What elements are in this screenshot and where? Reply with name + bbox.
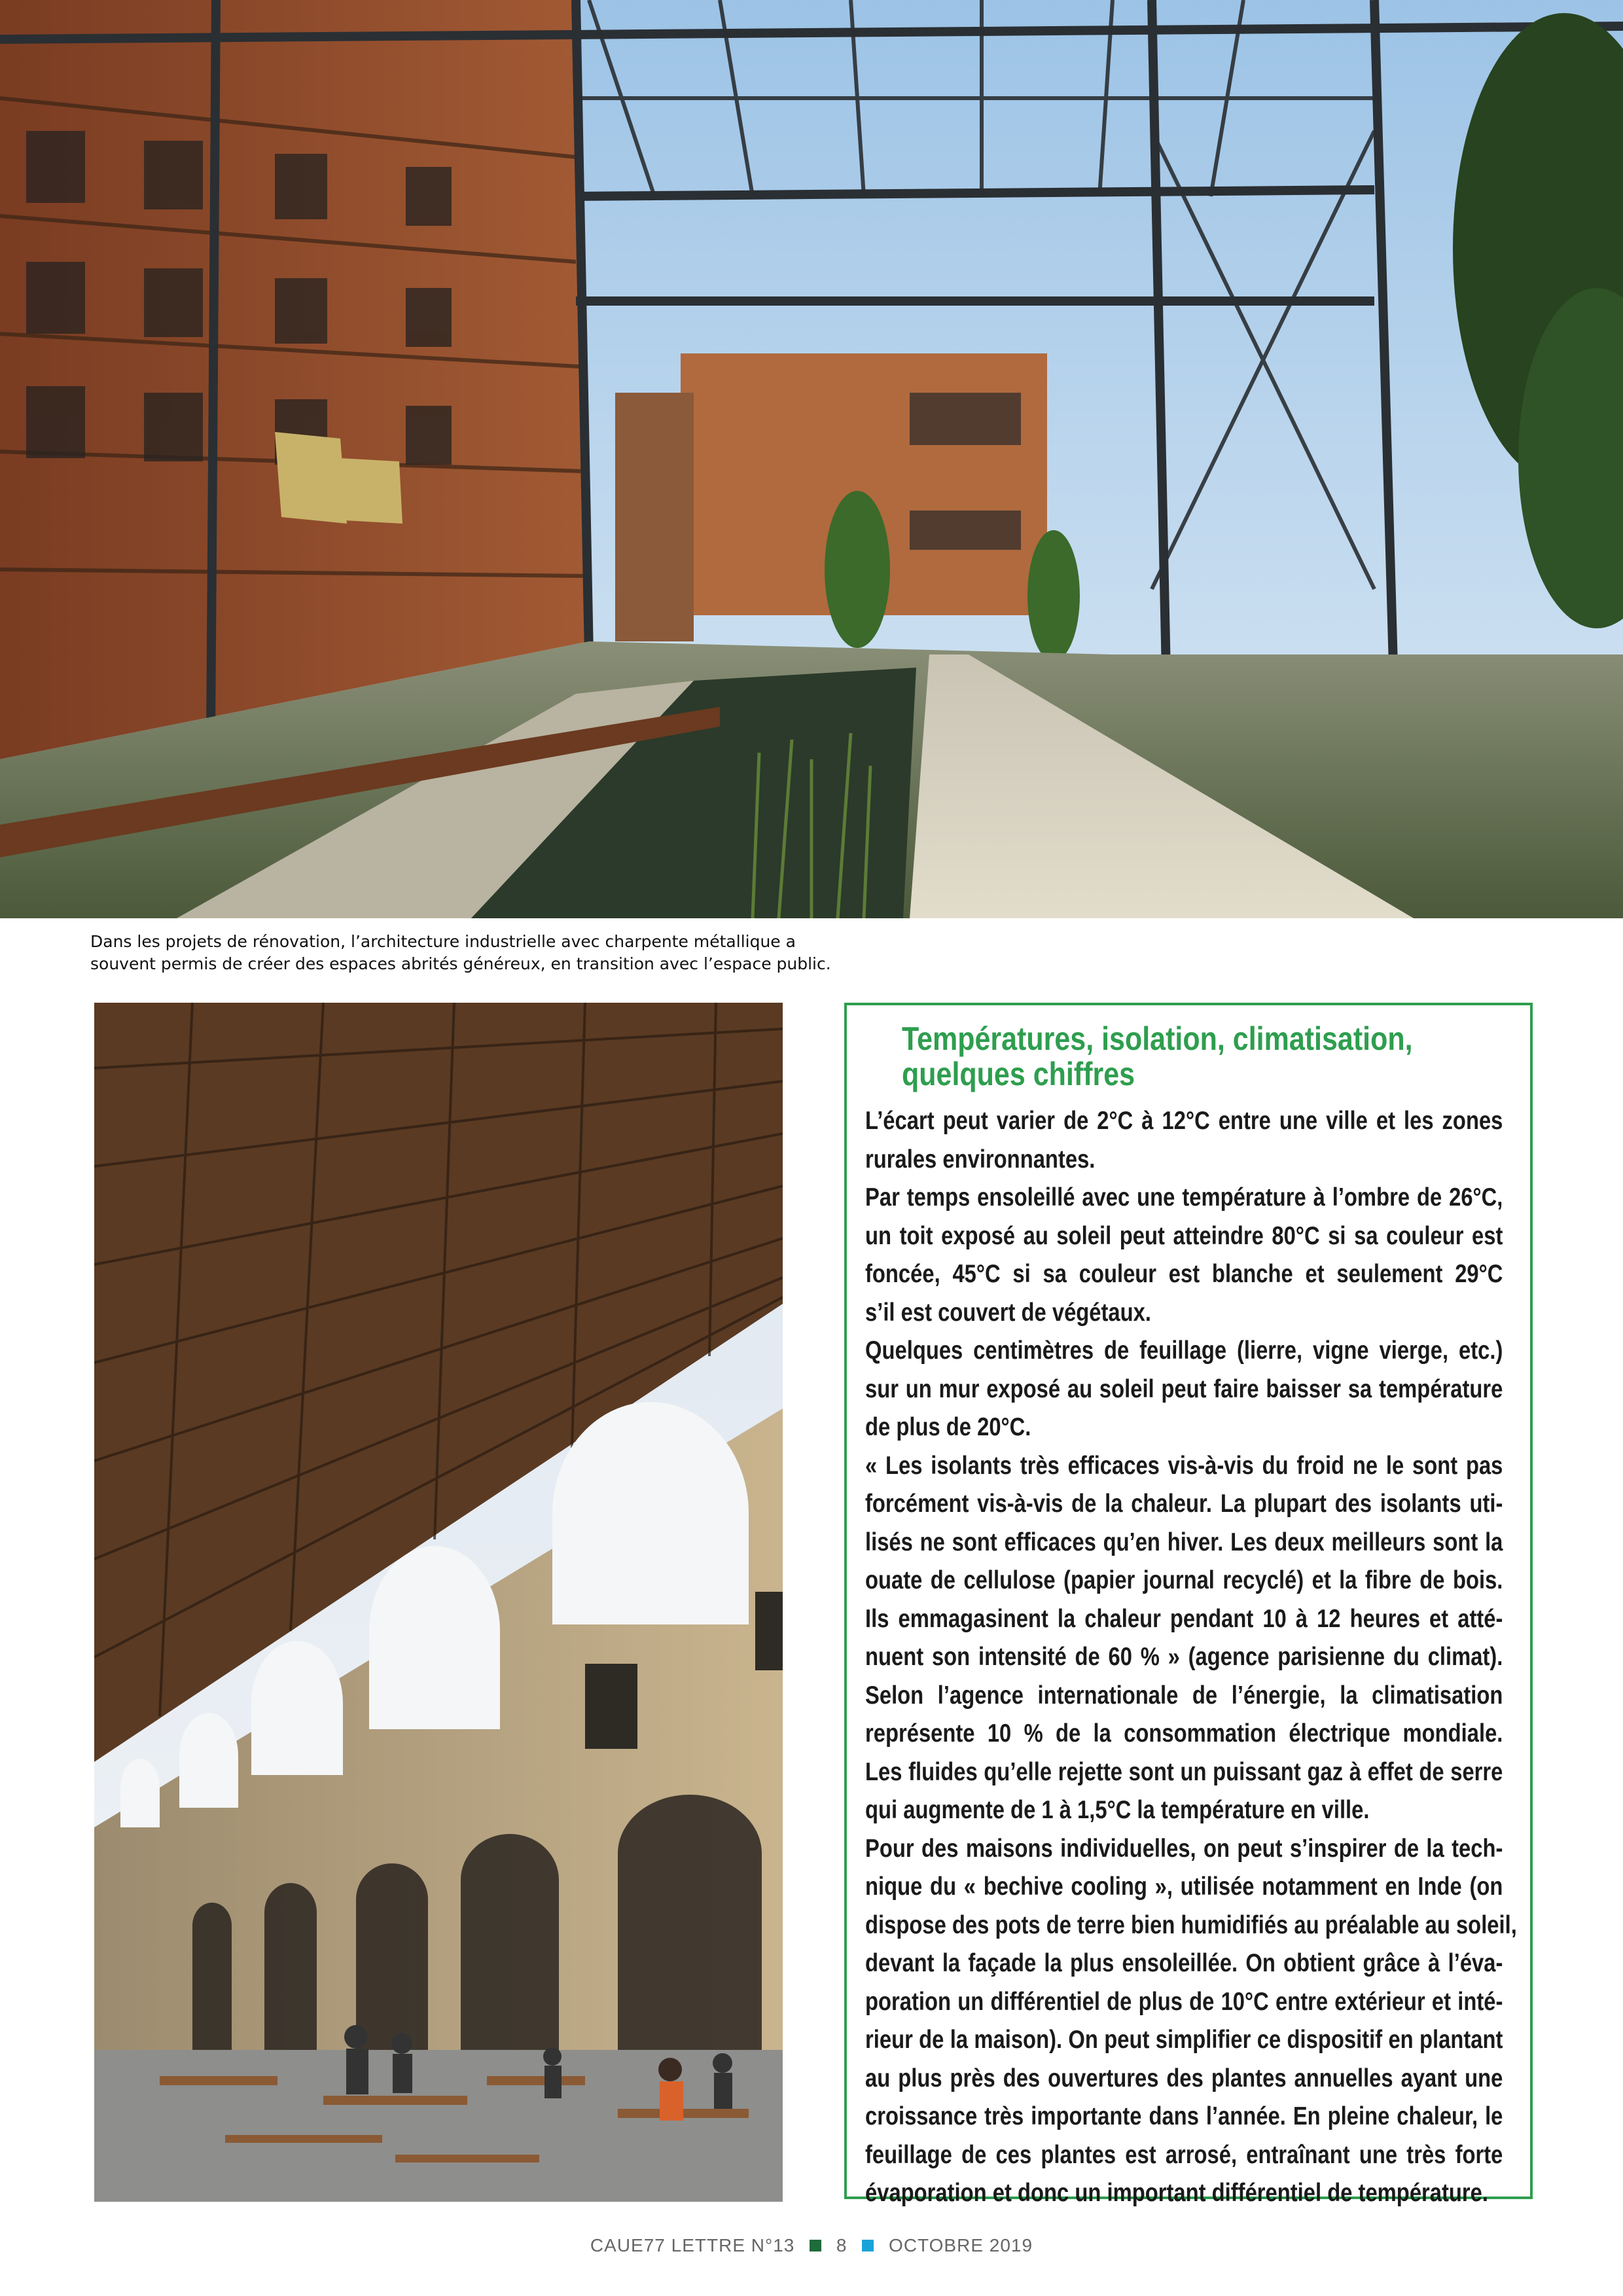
photo-industrial-hall bbox=[0, 0, 1623, 918]
body-line: s’il est couvert de végétaux. bbox=[865, 1298, 1151, 1327]
body-line: forcément vis-à-vis de la chaleur. La plupart des isolants uti- bbox=[865, 1490, 1503, 1518]
body-line: ouate de cellulose (papier journal recyclé) et la fibre de bois. bbox=[865, 1566, 1503, 1594]
body-line: au plus près des ouvertures des plantes annuelles ayant une bbox=[865, 2064, 1503, 2092]
body-line: représente 10 % de la consommation électrique mondiale. bbox=[865, 1719, 1503, 1748]
info-box-title bbox=[902, 1021, 1436, 1092]
title-line: Températures, isolation, climatisation, bbox=[902, 1020, 1413, 1057]
info-box bbox=[844, 1003, 1533, 2207]
body-line: évaporation et donc un important différentiel de température. bbox=[865, 2179, 1488, 2207]
caption-line: souvent permis de créer des espaces abrités généreux, en transition avec l’espace public. bbox=[90, 954, 831, 973]
body-line: Ils emmagasinent la chaleur pendant 10 à 12 heures et atté- bbox=[865, 1604, 1503, 1633]
info-box-body bbox=[865, 1102, 1517, 2213]
footer-square-icon bbox=[862, 2240, 874, 2251]
body-line: poration un différentiel de plus de 10°C entre extérieur et inté- bbox=[865, 1987, 1503, 2016]
body-line: nuent son intensité de 60 % » (agence parisienne du climat). bbox=[865, 1643, 1503, 1671]
footer-publication: CAUE77 LETTRE N°13 bbox=[590, 2234, 795, 2255]
body-line: Par temps ensoleillé avec une température à l’ombre de 26°C, bbox=[865, 1183, 1503, 1211]
photo-caption bbox=[90, 931, 1007, 975]
body-line: dispose des pots de terre bien humidifiés au préalable au soleil, bbox=[865, 1910, 1517, 1939]
footer-square-icon bbox=[810, 2240, 821, 2251]
page-number: 8 bbox=[836, 2234, 847, 2255]
title-line: quelques chiffres bbox=[902, 1056, 1135, 1092]
body-line: nique du « bechive cooling », utilisée notamment en Inde (on bbox=[865, 1873, 1503, 1901]
body-line: feuillage de ces plantes est arrosé, entraînant une très forte bbox=[865, 2140, 1503, 2169]
body-line: qui augmente de 1 à 1,5°C la température en ville. bbox=[865, 1796, 1370, 1824]
caption-line: Dans les projets de rénovation, l’architecture industrielle avec charpente métallique a bbox=[90, 932, 796, 951]
footer-date: OCTOBRE 2019 bbox=[889, 2234, 1033, 2255]
body-line: lisés ne sont efficaces qu’en hiver. Les deux meilleurs sont la bbox=[865, 1528, 1503, 1556]
body-line: « Les isolants très efficaces vis-à-vis du froid ne le sont pas bbox=[865, 1451, 1503, 1480]
body-line: Les fluides qu’elle rejette sont un puissant gaz à effet de serre bbox=[865, 1757, 1503, 1786]
body-line: de plus de 20°C. bbox=[865, 1413, 1031, 1441]
body-line: rieur de la maison). On peut simplifier ce dispositif en plantant bbox=[865, 2026, 1503, 2054]
body-line: L’écart peut varier de 2°C à 12°C entre une ville et les zones bbox=[865, 1107, 1503, 1135]
body-line: foncée, 45°C si sa couleur est blanche et seulement 29°C bbox=[865, 1260, 1503, 1288]
body-line: Pour des maisons individuelles, on peut s’inspirer de la tech- bbox=[865, 1834, 1503, 1863]
body-line: Quelques centimètres de feuillage (lierre, vigne vierge, etc.) bbox=[865, 1336, 1503, 1365]
body-line: devant la façade la plus ensoleillée. On obtient grâce à l’éva- bbox=[865, 1949, 1503, 1977]
body-line: rurales environnantes. bbox=[865, 1145, 1096, 1174]
body-line: croissance très importante dans l’année. En pleine chaleur, le bbox=[865, 2102, 1503, 2130]
photo-arched-hall bbox=[94, 1003, 783, 2202]
page-footer bbox=[0, 2234, 1623, 2256]
body-line: Selon l’agence internationale de l’énergie, la climatisation bbox=[865, 1681, 1503, 1710]
body-line: un toit exposé au soleil peut atteindre 80°C si sa couleur est bbox=[865, 1221, 1503, 1250]
body-line: sur un mur exposé au soleil peut faire baisser sa température bbox=[865, 1374, 1503, 1403]
